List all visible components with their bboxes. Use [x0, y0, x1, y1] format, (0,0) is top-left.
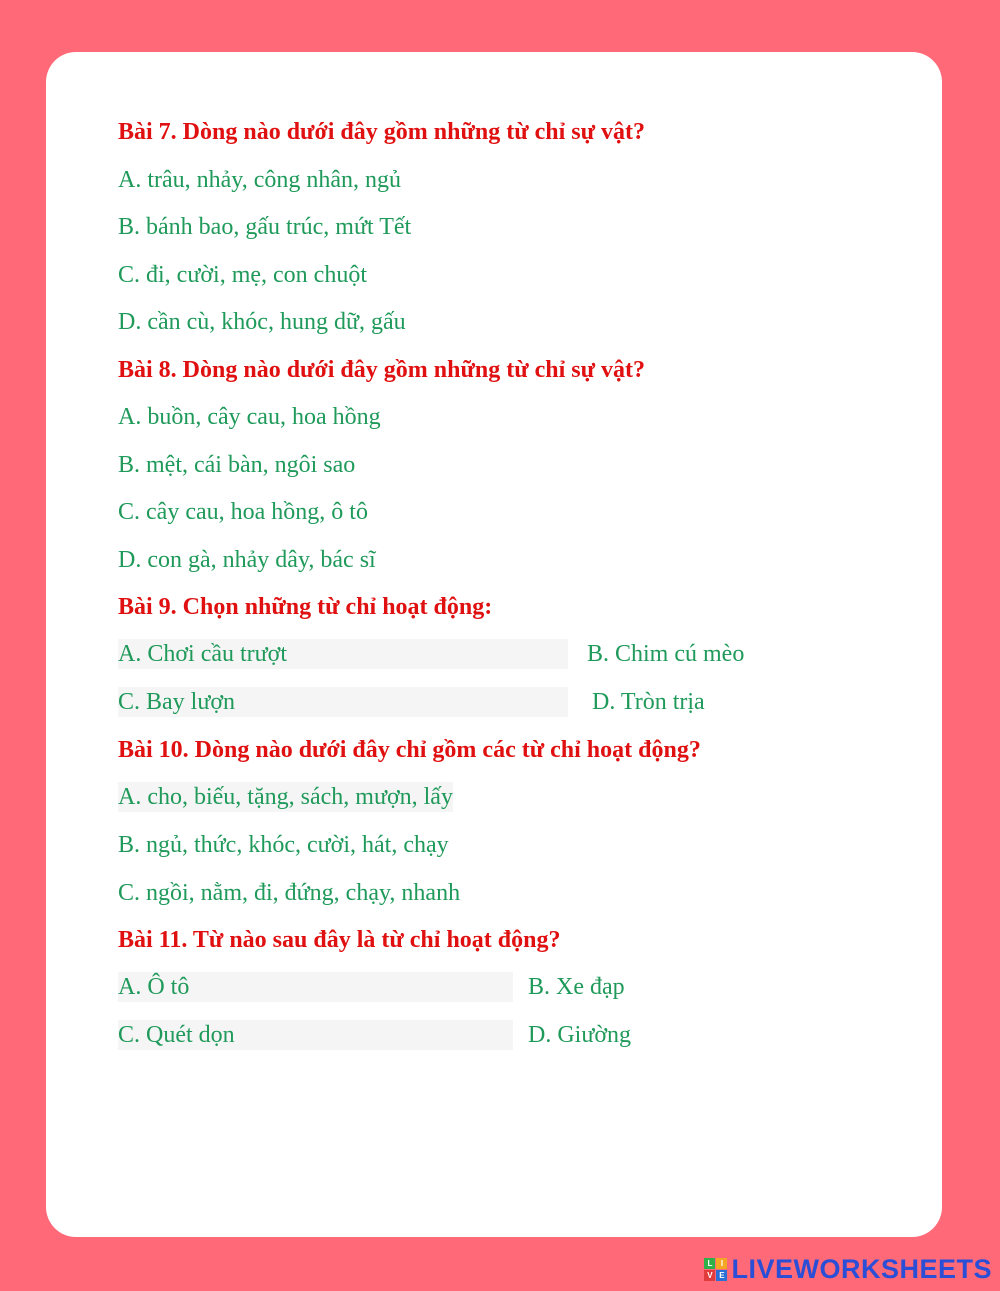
q8-option-a[interactable]: A. buồn, cây cau, hoa hồng: [118, 404, 381, 430]
worksheet-card: [46, 52, 942, 1237]
q10-option-c[interactable]: C. ngồi, nằm, đi, đứng, chạy, nhanh: [118, 880, 461, 906]
logo-letter-v: V: [704, 1270, 715, 1281]
q11-option-b[interactable]: B. Xe đạp: [528, 974, 625, 1000]
q9-option-c[interactable]: C. Bay lượn: [118, 687, 568, 717]
q7-option-b[interactable]: B. bánh bao, gấu trúc, mứt Tết: [118, 214, 412, 240]
q9-option-d[interactable]: D. Tròn trịa: [592, 689, 705, 715]
q8-option-d[interactable]: D. con gà, nhảy dây, bác sĩ: [118, 547, 376, 573]
liveworksheets-logo: [704, 1254, 992, 1285]
q10-option-b[interactable]: B. ngủ, thức, khóc, cười, hát, chạy: [118, 832, 449, 858]
q7-option-a[interactable]: A. trâu, nhảy, công nhân, ngủ: [118, 167, 402, 193]
q7-option-c[interactable]: C. đi, cười, mẹ, con chuột: [118, 262, 367, 288]
brand-name: LIVEWORKSHEETS: [731, 1254, 992, 1284]
q9-option-b[interactable]: B. Chim cú mèo: [587, 641, 745, 667]
logo-letter-e: E: [716, 1270, 727, 1281]
question-7: Bài 7. Dòng nào dưới đây gồm những từ chỉ sự vật?: [118, 119, 645, 145]
q11-option-c[interactable]: C. Quét dọn: [118, 1020, 513, 1050]
question-11: Bài 11. Từ nào sau đây là từ chỉ hoạt động?: [118, 927, 561, 953]
q10-option-a[interactable]: A. cho, biếu, tặng, sách, mượn, lấy: [118, 784, 453, 810]
q8-option-c[interactable]: C. cây cau, hoa hồng, ô tô: [118, 499, 368, 525]
liveworksheets-logo-icon: [704, 1258, 727, 1281]
q8-option-b[interactable]: B. mệt, cái bàn, ngôi sao: [118, 452, 356, 478]
question-10: Bài 10. Dòng nào dưới đây chỉ gồm các từ chỉ hoạt động?: [118, 737, 701, 763]
q11-option-d[interactable]: D. Giường: [528, 1022, 632, 1048]
logo-letter-l: L: [704, 1258, 715, 1269]
q7-option-d[interactable]: D. cần cù, khóc, hung dữ, gấu: [118, 309, 406, 335]
question-9: Bài 9. Chọn những từ chỉ hoạt động:: [118, 594, 493, 620]
logo-letter-i: I: [716, 1258, 727, 1269]
q9-option-a[interactable]: A. Chơi cầu trượt: [118, 639, 568, 669]
question-8: Bài 8. Dòng nào dưới đây gồm những từ chỉ sự vật?: [118, 357, 645, 383]
q11-option-a[interactable]: A. Ô tô: [118, 972, 513, 1002]
